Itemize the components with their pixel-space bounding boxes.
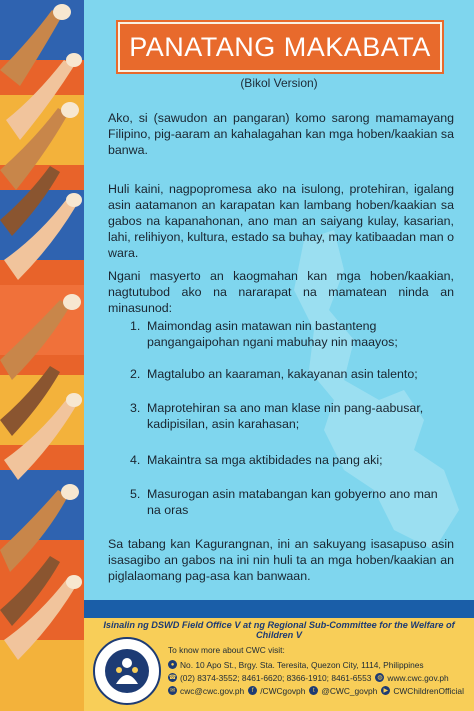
address-row bbox=[168, 658, 468, 671]
list-number: 5. bbox=[130, 487, 141, 501]
paragraph-3 bbox=[108, 268, 454, 316]
list-item bbox=[130, 486, 450, 518]
location-icon: ● bbox=[168, 660, 177, 669]
email-icon: ✉ bbox=[169, 688, 176, 694]
footer-strip bbox=[84, 600, 474, 618]
paragraph-text: Ako, si (sawudon an pangaran) komo sarong mamamayang Filipino, pig-aaram an kahalagahan kan mga hoben/kaakian sa banwa. bbox=[108, 111, 454, 157]
title-banner bbox=[118, 22, 442, 72]
email-link[interactable]: cwc@cwc.gov.ph bbox=[180, 685, 245, 696]
phone-web-row bbox=[168, 671, 468, 684]
list-text: Makaintra sa mga aktibidades na pang aki; bbox=[147, 453, 383, 467]
youtube-link[interactable]: CWChildrenOfficial bbox=[393, 685, 464, 696]
list-text: Maprotehiran sa ano man klase nin pang-aabusar, kadipisilan, asin karahasan; bbox=[147, 401, 424, 431]
contact-block bbox=[168, 645, 468, 697]
paragraph-text: Sa tabang kan Kagurangnan, ini an sakuyang isasapuso asin isasagibo an gabos na ini nin huli ta an mga hoben/kaakian an piglalaomang pag-asa kan banwaan. bbox=[108, 537, 454, 583]
list-number: 1. bbox=[130, 319, 141, 333]
list-number: 2. bbox=[130, 367, 141, 381]
list-number: 3. bbox=[130, 401, 141, 415]
paragraph-text: Ngani masyerto an kaogmahan kan mga hoben/kaakian, nagtutubod ako na nararapat na mamatean ninda an minasunod: bbox=[108, 269, 454, 315]
phone-icon: ☎ bbox=[168, 675, 177, 681]
list-item bbox=[130, 400, 450, 432]
list-item bbox=[130, 366, 450, 382]
paragraph-1 bbox=[108, 110, 454, 158]
globe-icon: ◍ bbox=[377, 675, 383, 681]
pledge-panel bbox=[84, 0, 474, 600]
youtube-icon: ▶ bbox=[381, 686, 390, 695]
twitter-icon: t bbox=[309, 686, 318, 695]
closing-paragraph bbox=[108, 536, 454, 584]
page-title: PANATANG MAKABATA bbox=[129, 31, 431, 62]
twitter-link[interactable]: @CWC_govph bbox=[321, 685, 378, 696]
list-text: Magtalubo an kaaraman, kakayanan asin talento; bbox=[147, 367, 418, 381]
facebook-icon: f bbox=[248, 686, 257, 695]
list-text: Masurogan asin matabangan kan gobyerno ano man na oras bbox=[147, 487, 438, 517]
paragraph-text: Huli kaini, nagpopromesa ako na isulong, protehiran, igalang asin aatamanon an karapatan kan lambang hoben/kaakian sa gabos na kapanahonan, ano man an saiyang kulay, kasarian, lahi, relihiyon, kultura, estado sa buhay, may katibaadan man o wara. bbox=[108, 182, 454, 260]
raised-hands-decoration bbox=[0, 0, 84, 711]
raised-hands-icon bbox=[0, 0, 84, 711]
contact-intro: To know more about CWC visit: bbox=[168, 645, 285, 655]
subtitle: (Bikol Version) bbox=[240, 76, 318, 90]
list-number: 4. bbox=[130, 453, 141, 467]
list-item bbox=[130, 318, 450, 350]
phone-text: (02) 8374-3552; 8461-6620; 8366-1910; 8461-6553 bbox=[180, 672, 372, 683]
list-item bbox=[130, 452, 450, 468]
facebook-link[interactable]: /CWCgovph bbox=[260, 685, 306, 696]
cwc-seal-logo bbox=[92, 636, 162, 706]
list-text: Maimondag asin matawan nin bastanteng pangangaipohan ngani mabuhay nin maayos; bbox=[147, 319, 398, 349]
social-row bbox=[168, 684, 468, 697]
address-text: No. 10 Apo St., Brgy. Sta. Teresita, Quezon City, 1114, Philippines bbox=[180, 659, 424, 670]
website-link[interactable]: www.cwc.gov.ph bbox=[387, 672, 449, 683]
paragraph-2 bbox=[108, 181, 454, 261]
translation-credit: Isinalin ng DSWD Field Office V at ng Regional Sub-Committee for the Welfare of Children V bbox=[103, 620, 455, 640]
